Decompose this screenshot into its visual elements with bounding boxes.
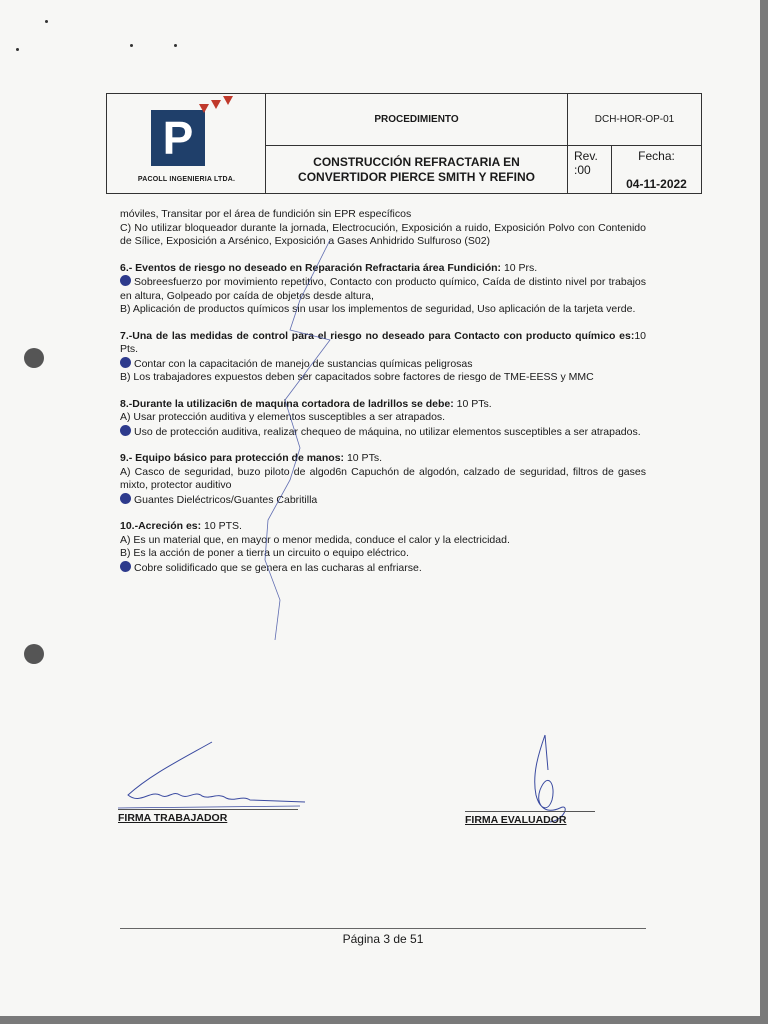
answer-option-text: B) Es la acción de poner a tierra un circuito o equipo eléctrico. [120, 547, 409, 559]
question-list [120, 262, 646, 576]
answer-option-text: A) Casco de seguridad, buzo piloto de algod6n Capuchón de algodón, calzado de seguridad, filtros de gases mixto, protector auditivo [120, 465, 646, 491]
answer-option-text: Sobreesfuerzo por movimiento repetitivo, Contacto con producto químico, Caída de distinto nivel por trabajos en altura, Golpeado por caída de objetos desde altura, [120, 276, 646, 302]
question-text: 7.-Una de las medidas de control para el riesgo no deseado para Contacto con producto químico es: [120, 329, 635, 342]
speck [174, 44, 177, 47]
question-title [120, 520, 646, 534]
answer-option [120, 534, 646, 548]
procedure-cell [266, 94, 568, 146]
signature-stroke [535, 735, 565, 822]
question-points: 10 Prs. [501, 261, 538, 274]
document-code: DCH-HOR-OP-01 [594, 114, 675, 125]
page-number: Página 3 de 51 [342, 932, 424, 946]
continuation-line: móviles, Transitar por el área de fundición sin EPR específicos [120, 208, 412, 220]
question-points: 10 PTS. [201, 520, 242, 532]
answer-option-selected [120, 275, 646, 303]
selected-answer-mark-icon [120, 275, 131, 286]
punch-hole-top [24, 348, 44, 368]
answer-option-selected [120, 357, 646, 372]
question-title [120, 330, 646, 357]
revision-label: Rev. [574, 149, 598, 163]
question-text: 6.- Eventos de riesgo no deseado en Reparación Refractaria área Fundición: [120, 261, 502, 274]
question-title [120, 452, 646, 466]
footer-divider [120, 928, 646, 929]
punch-hole-bottom [24, 644, 44, 664]
answer-option [120, 411, 646, 425]
answer-option-text: B) Aplicación de productos químicos sin usar los implementos de seguridad, Uso aplicación de la tarjeta verde. [120, 303, 636, 315]
question-points: 10 Pts. [120, 329, 646, 355]
logo-cell [107, 94, 266, 193]
continuation-option-c: C) No utilizar bloqueador durante la jornada, Electrocución, Exposición a ruido, Exposición Polvo con Contenido de Sílice, Exposición a Arsénico, Exposición a Gases Anhidrido Sulfuroso (S02) [120, 221, 646, 247]
question-points: 10 PTs. [453, 397, 492, 410]
date-value: 04-11-2022 [626, 177, 687, 191]
title-cell [266, 146, 568, 193]
answer-option-text: A) Es un material que, en mayor o menor medida, conduce el calor y la electricidad. [120, 533, 510, 546]
selected-answer-mark-icon [120, 493, 131, 504]
evaluator-signature-line [465, 811, 595, 812]
document-title-line-2: CONVERTIDOR PIERCE SMITH Y REFINO [298, 169, 535, 184]
worker-signature-label: FIRMA TRABAJADOR [118, 812, 228, 824]
answer-option-text: Cobre solidificado que se genera en las cucharas al enfriarse. [134, 561, 422, 574]
answer-option-selected [120, 493, 646, 508]
company-logo: P [151, 110, 205, 166]
procedure-label: PROCEDIMIENTO [374, 114, 459, 125]
selected-answer-mark-icon [120, 357, 131, 368]
questionnaire-body [120, 208, 646, 575]
logo-triangle [199, 104, 209, 113]
answer-option-selected [120, 425, 646, 440]
answer-option-selected [120, 561, 646, 576]
answer-option-text: B) Los trabajadores expuestos deben ser capacitados sobre factores de riesgo de TME-EESS y MMC [120, 371, 594, 383]
date-label: Fecha: [638, 149, 675, 163]
document-header-table [106, 93, 702, 194]
answer-option-text: Guantes Dieléctricos/Guantes Cabritilla [134, 493, 318, 506]
logo-triangle [223, 96, 233, 105]
answer-option [120, 466, 646, 493]
answer-option [120, 547, 646, 561]
question-title [120, 398, 646, 412]
code-cell [568, 94, 701, 146]
question-text: 10.-Acreción es: [120, 520, 202, 532]
logo-triangle [211, 100, 221, 109]
answer-option-text: A) Usar protección auditiva y elementos susceptibles a ser atrapados. [120, 411, 446, 423]
document-title-line-1: CONSTRUCCIÓN REFRACTARIA EN [313, 154, 520, 169]
date-cell [612, 146, 701, 193]
answer-option [120, 303, 646, 317]
question-points: 10 PTs. [344, 452, 382, 464]
question-text: 9.- Equipo básico para protección de manos: [120, 452, 345, 464]
evaluator-signature-label: FIRMA EVALUADOR [465, 814, 567, 826]
answer-option-text: Uso de protección auditiva, realizar chequeo de máquina, no utilizar elementos susceptibles a ser atrapados. [134, 425, 641, 438]
signature-stroke [128, 742, 305, 802]
answer-option-text: Contar con la capacitación de manejo de sustancias químicas peligrosas [134, 357, 473, 370]
selected-answer-mark-icon [120, 425, 131, 436]
question-text: 8.-Durante la utilizaci6n de maquina cortadora de ladrillos se debe: [120, 397, 454, 410]
selected-answer-mark-icon [120, 561, 131, 572]
revision-value: :00 [574, 163, 591, 177]
signature-stroke [118, 806, 300, 808]
speck [130, 44, 133, 47]
speck [45, 20, 48, 23]
speck [16, 48, 19, 51]
answer-option [120, 371, 646, 385]
worker-signature-line [118, 809, 298, 810]
company-name: PACOLL INGENIERIA LTDA. [137, 176, 236, 183]
question-title [120, 262, 646, 276]
revision-cell [568, 146, 612, 193]
